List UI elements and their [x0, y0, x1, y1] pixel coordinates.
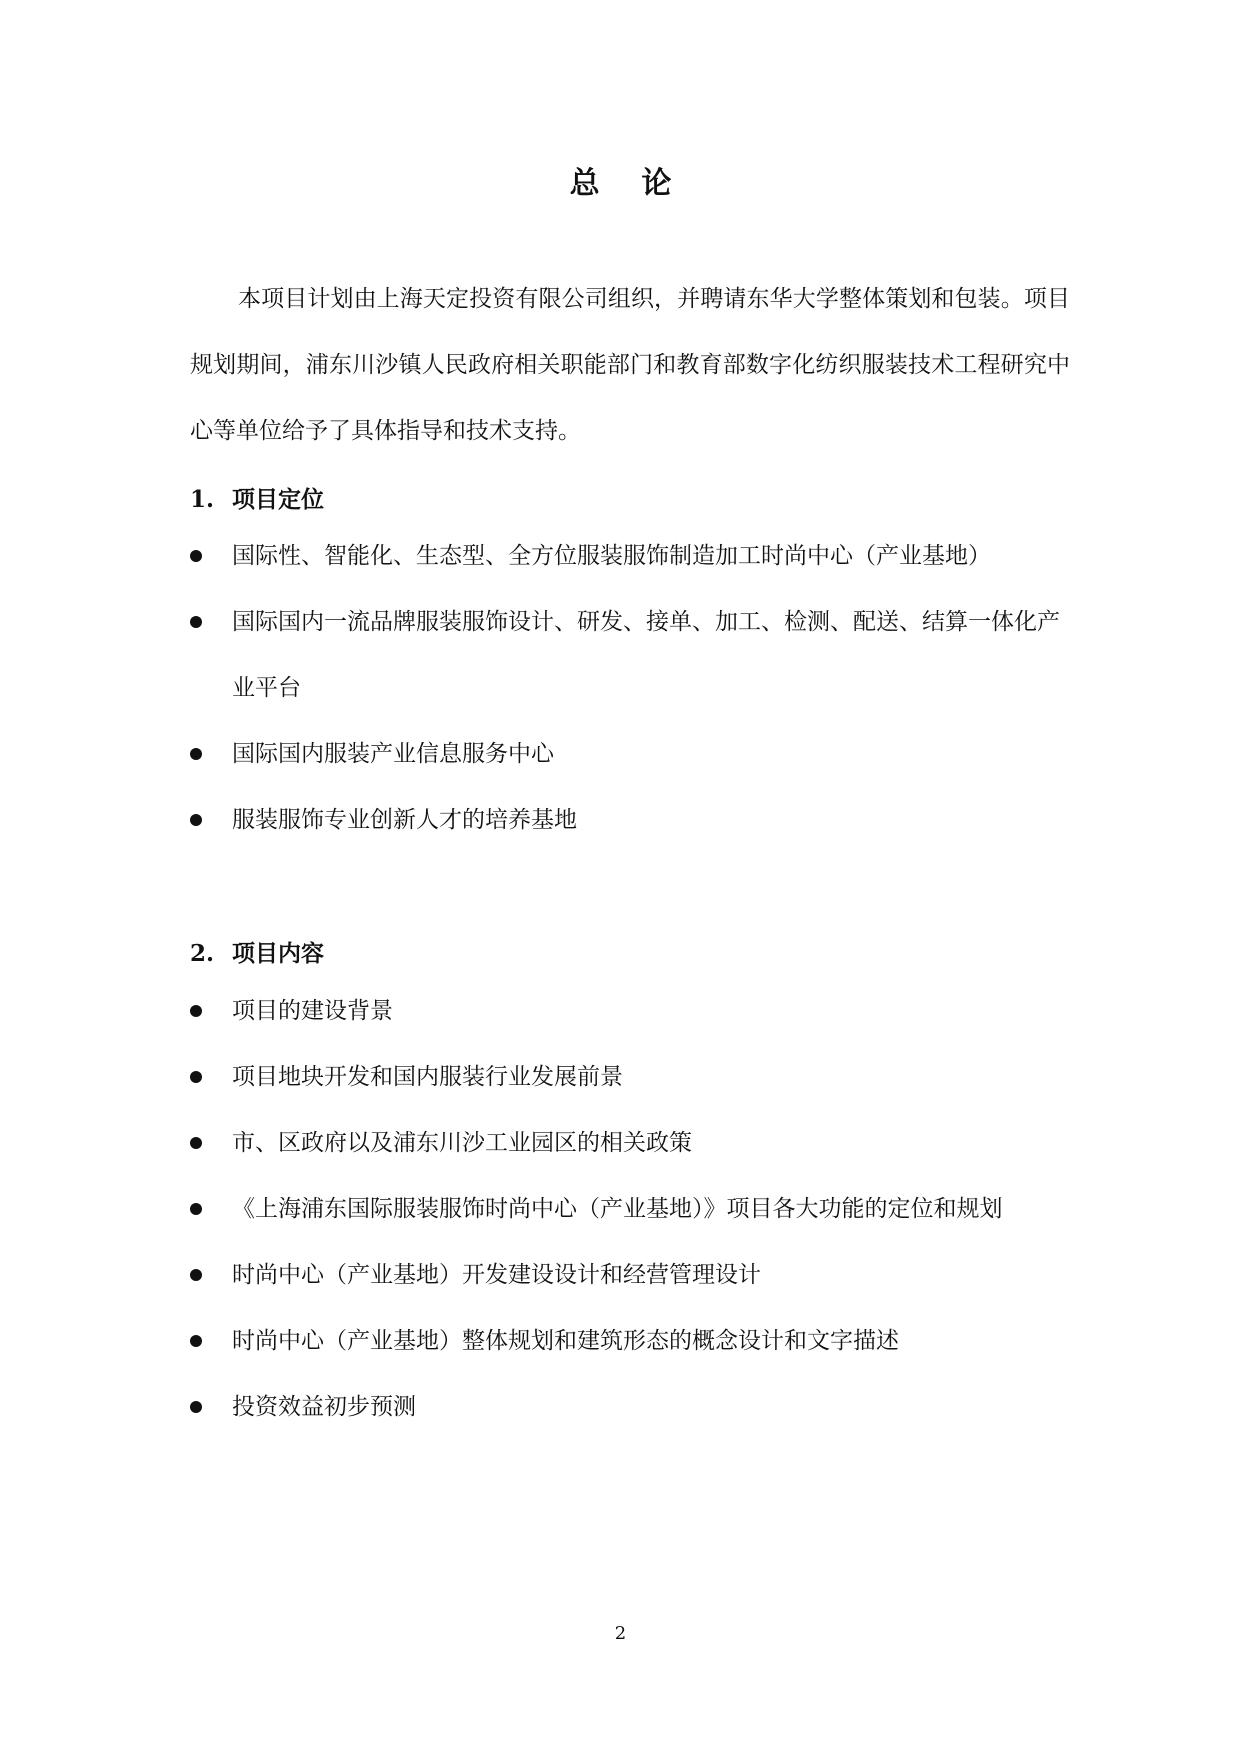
list-item-text: 《上海浦东国际服装服饰时尚中心（产业基地）》项目各大功能的定位和规划: [232, 1196, 1003, 1222]
list-item-text: 投资效益初步预测: [232, 1394, 416, 1420]
list-item: [190, 721, 1070, 787]
list-item: [190, 1044, 1070, 1110]
bullet-icon: [190, 1401, 202, 1413]
bullet-icon: [190, 1203, 202, 1215]
list-item: [190, 1308, 1070, 1374]
bullet-icon: [190, 1269, 202, 1281]
bullet-icon: [190, 550, 202, 562]
list-item-text: 项目的建设背景: [232, 998, 393, 1024]
list-item: [190, 1242, 1070, 1308]
section-heading-content: [190, 934, 1070, 974]
list-item: [190, 589, 1070, 721]
bullet-icon: [190, 748, 202, 760]
list-item-text: 市、区政府以及浦东川沙工业园区的相关政策: [232, 1130, 692, 1156]
section-title: 项目内容: [232, 940, 324, 967]
intro-paragraph: 本项目计划由上海天定投资有限公司组织，并聘请东华大学整体策划和包装。项目规划期间，浦东川沙镇人民政府相关职能部门和教育部数字化纺织服装技术工程研究中心等单位给予了具体指导和技术支持。: [190, 286, 1070, 444]
section-title: 项目定位: [232, 486, 324, 513]
list-item: [190, 1110, 1070, 1176]
list-item: [190, 1374, 1070, 1440]
list-item: [190, 1176, 1070, 1242]
bullet-icon: [190, 814, 202, 826]
bullet-icon: [190, 1005, 202, 1017]
list-item: [190, 787, 1070, 853]
list-item-text: 项目地块开发和国内服装行业发展前景: [232, 1064, 623, 1090]
list-item-text: 服装服饰专业创新人才的培养基地: [232, 807, 577, 833]
list-item: [190, 978, 1070, 1044]
section-heading-positioning: [190, 480, 1070, 520]
section-1-list: [190, 523, 1070, 853]
section-number: 1.: [190, 486, 215, 513]
list-item-text: 国际国内服装产业信息服务中心: [232, 741, 554, 767]
list-item-text: 国际国内一流品牌服装服饰设计、研发、接单、加工、检测、配送、结算一体化产业平台: [232, 609, 1060, 701]
bullet-icon: [190, 1335, 202, 1347]
page-number: 2: [614, 1623, 627, 1644]
list-item-text: 时尚中心（产业基地）开发建设设计和经营管理设计: [232, 1262, 761, 1288]
bullet-icon: [190, 616, 202, 628]
section-number: 2.: [190, 940, 215, 967]
list-item: [190, 523, 1070, 589]
section-2-list: [190, 978, 1070, 1440]
page-title: 总 论: [569, 166, 672, 201]
list-item-text: 时尚中心（产业基地）整体规划和建筑形态的概念设计和文字描述: [232, 1328, 899, 1354]
list-item-text: 国际性、智能化、生态型、全方位服装服饰制造加工时尚中心（产业基地）: [232, 543, 991, 569]
bullet-icon: [190, 1137, 202, 1149]
bullet-icon: [190, 1071, 202, 1083]
